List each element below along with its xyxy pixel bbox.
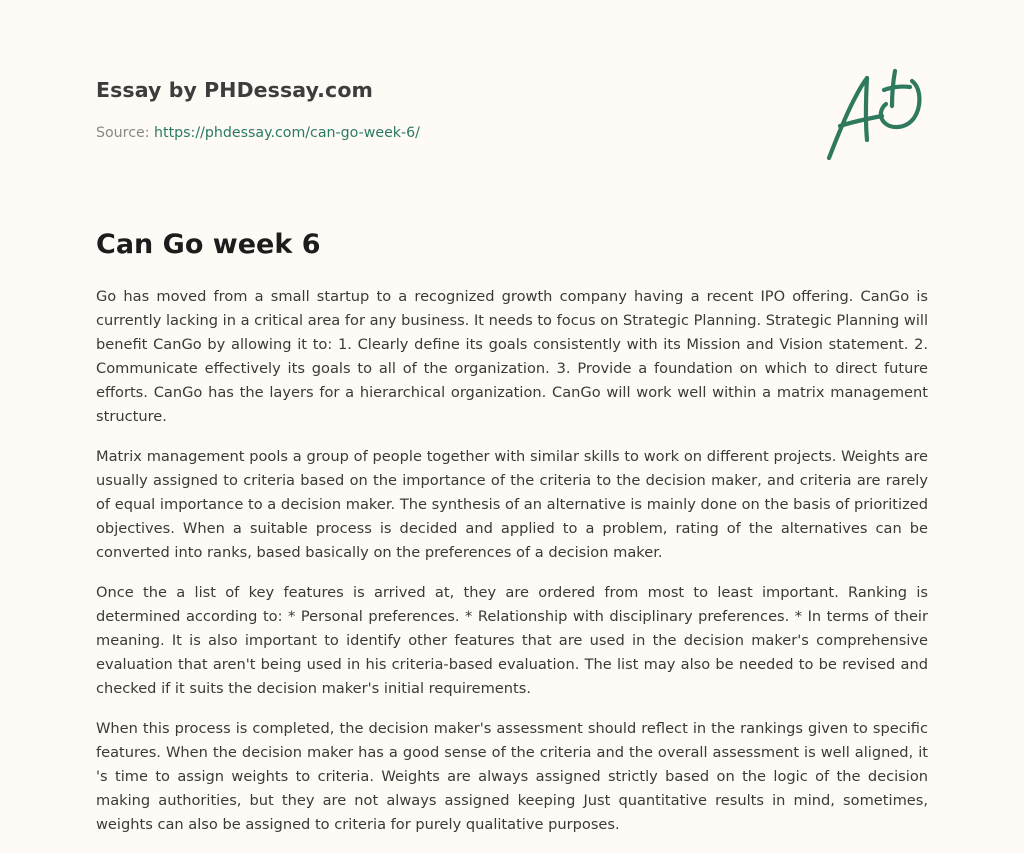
source-link[interactable]: https://phdessay.com/can-go-week-6/ bbox=[154, 125, 420, 141]
a-plus-logo-icon bbox=[822, 66, 928, 164]
essay-paragraph: Once the a list of key features is arrived at, they are ordered from most to least important. Ranking is determined according to: * Personal preferences. * Relationship with disciplinary preferences. * In terms of their meaning. It is also important to identify other features that are used in the decision maker's comprehensive evaluation that aren't being used in his criteria-based evaluation. The list may also be needed to be revised and checked if it suits the decision maker's initial requirements. bbox=[96, 584, 928, 697]
essay-paragraph: Matrix management pools a group of people together with similar skills to work on different projects. Weights are usually assigned to criteria based on the importance of the criteria to the decision maker, and criteria are rarely of equal importance to a decision maker. The synthesis of an alternative is mainly done on the basis of prioritized objectives. When a suitable process is decided and applied to a problem, rating of the alternatives can be converted into ranks, based basically on the preferences of a decision maker. bbox=[96, 448, 928, 561]
site-brand: Essay by PHDessay.com bbox=[96, 78, 373, 102]
essay-paragraph: Go has moved from a small startup to a recognized growth company having a recent IPO offering. CanGo is currently lacking in a critical area for any business. It needs to focus on Strategic Planning. Strategic Planning will benefit CanGo by allowing it to: 1. Clearly define its goals consistently with its Mission and Vision statement. 2. Communicate effectively its goals to all of the organization. 3. Provide a foundation on which to direct future efforts. CanGo has the layers for a hierarchical organization. CanGo will work well within a matrix management structure. bbox=[96, 288, 928, 425]
source-line bbox=[96, 123, 420, 143]
essay-body bbox=[96, 285, 928, 853]
source-label: Source: bbox=[96, 125, 155, 141]
essay-title: Can Go week 6 bbox=[96, 229, 321, 260]
site-header bbox=[96, 76, 796, 141]
essay-paragraph: When this process is completed, the decision maker's assessment should reflect in the rankings given to specific features. When the decision maker has a good sense of the criteria and the overall assessment is well aligned, it 's time to assign weights to criteria. Weights are always assigned strictly based on the logic of the decision making authorities, but they are not always assigned keeping Just quantitative results in mind, sometimes, weights can also be assigned to criteria for purely qualitative purposes. bbox=[96, 720, 928, 833]
